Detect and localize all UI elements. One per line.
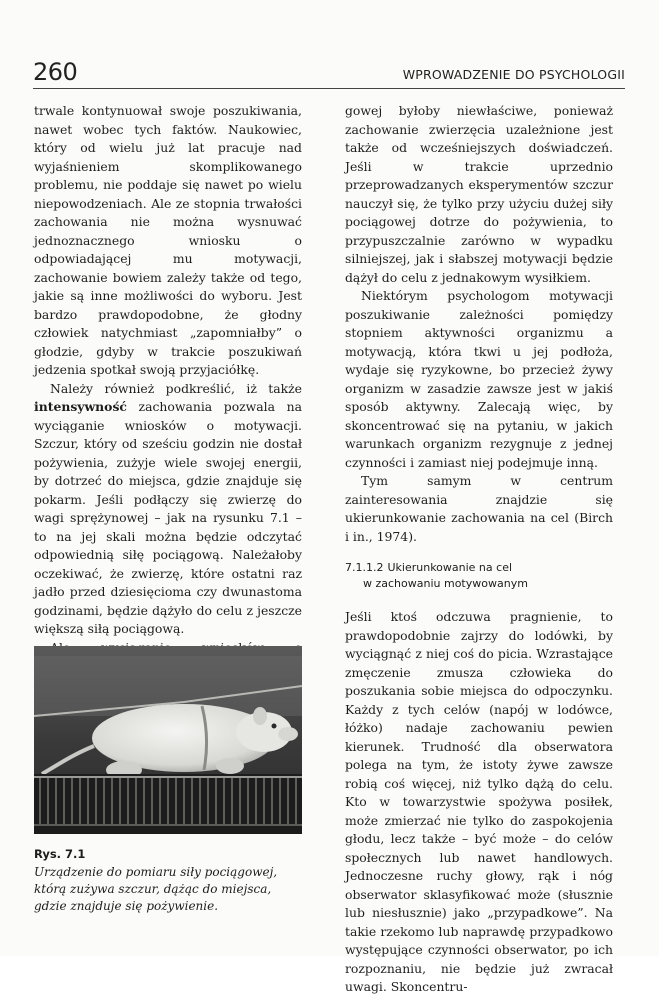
section-number: 7.1.1.2 <box>345 561 384 574</box>
right-paragraph-4: Jeśli ktoś odczuwa pragnienie, to prawdopodobnie zajrzy do lodówki, by wyciągnąć z niej coś do picia. Wzrastające zmęczenie zmusza człowieka do poszukania sobie miejsca do odpoczynku. Każdy z tych celów (napój w lodówce, łóżko) nadaje zachowaniu pewien kierunek. Trudność dla obserwatora polega na tym, że istoty żywe zawsze robią coś więcej, niż tylko dążą do celu. Kto w towarzystwie spożywa posiłek, może zmierzać nie tylko do zaspokojenia głodu, lecz także – być może – do celów społecznych lub nawet handlowych. Jednoczesne ruchy głowy, rąk i nóg obserwator sklasyfikować może (słusznie lub niesłusznie) jako „przypadkowe”. Na takie rzekomo lub naprawdę przypadkowo występujące czynności obserwator, po ich rozpoznaniu, nie będzie już zwracał uwagi. Skoncentru- <box>345 609 613 994</box>
left-column <box>34 102 302 694</box>
p2-text-after: zachowania pozwala na wyciąganie wniosków o motywacji. Szczur, który od sześciu godzin nie dostał pożywienia, zużyje wiele swojej energii, by dotrzeć do miejsca, gdzie znajduje się pokarm. Jeśli podłączy się zwierzę do wagi sprężynowej – jak na rysunku 7.1 – to na jej skali można będzie odczytać odpowiednią siłę pociągową. Należałoby oczekiwać, że zwierzę, które ostatni raz jadło przed dziesięcioma czy dwunastoma godzinami, będzie dążyło do celu z jeszcze większą siłą pociągową. <box>34 399 302 636</box>
section-title-line-1: Ukierunkowanie na cel <box>387 561 513 574</box>
figure-rat-photo <box>34 646 302 834</box>
left-paragraph-1: trwale kontynuował swoje poszukiwania, nawet wobec tych faktów. Naukowiec, który od wielu już lat pracuje nad wyjaśnieniem skomplikowanego problemu, nie poddaje się nawet po wielu niepowodzeniach. Ale ze stopnia trwałości zachowania nie można wysnuwać jednoznacznego wniosku o odpowiadającej mu motywacji, zachowanie bowiem zależy także od tego, jakie są inne możliwości do wyboru. Jest bardzo prawdopodobne, że głodny człowiek natychmiast „zapomniałby” o głodzie, gdyby w trakcie poszukiwań jedzenia spotkał swoją przyjaciółkę. <box>34 103 302 377</box>
right-column <box>345 102 613 997</box>
right-paragraph-3: Tym samym w centrum zainteresowania znajdzie się ukierunkowanie zachowania na cel (Birch i in., 1974). <box>345 473 613 544</box>
emphasis-intensywnosc: intensywność <box>34 399 127 414</box>
section-title-line-2: w zachowaniu motywowanym <box>363 577 528 590</box>
figure-caption <box>34 846 302 915</box>
p2-text-before: Należy również podkreślić, iż także <box>50 380 302 396</box>
left-paragraph-2 <box>34 380 302 639</box>
running-head <box>33 58 625 88</box>
section-heading <box>345 560 613 592</box>
figure-caption-text: Urządzenie do pomiaru siły pociągowej, którą zużywa szczur, dążąc do miejsca, gdzie znajduje się pożywienie. <box>34 865 278 913</box>
right-paragraph-1: gowej byłoby niewłaściwe, ponieważ zachowanie zwierzęcia uzależnione jest także od wcześniejszych doświadczeń. Jeśli w trakcie uprzednio przeprowadzanych eksperymentów szczur nauczył się, że tylko przy użyciu dużej siły pociągowej dotrze do pożywienia, to przypuszczalnie zarówno w wypadku silniejszej, jak i słabszej motywacji będzie dążył do celu z jednakowym wysiłkiem. <box>345 103 613 285</box>
right-paragraph-2: Niektórym psychologom motywacji poszukiwanie zależności pomiędzy stopniem aktywności organizmu a motywacją, która tkwi u jej podłoża, wydaje się ryzykowne, bo przecież żywy organizm w zasadzie zawsze jest w jakiś sposób aktywny. Zalecają więc, by skoncentrować się na pytaniu, w jakich warunkach organizm rezygnuje z jednej czynności i zamiast niej podejmuje inną. <box>345 288 613 470</box>
chapter-title: WPROWADZENIE DO PSYCHOLOGII <box>402 67 625 82</box>
header-rule <box>33 88 625 89</box>
rat-apparatus-illustration <box>34 646 302 834</box>
figure-label: Rys. 7.1 <box>34 847 86 861</box>
page-number: 260 <box>33 58 78 86</box>
